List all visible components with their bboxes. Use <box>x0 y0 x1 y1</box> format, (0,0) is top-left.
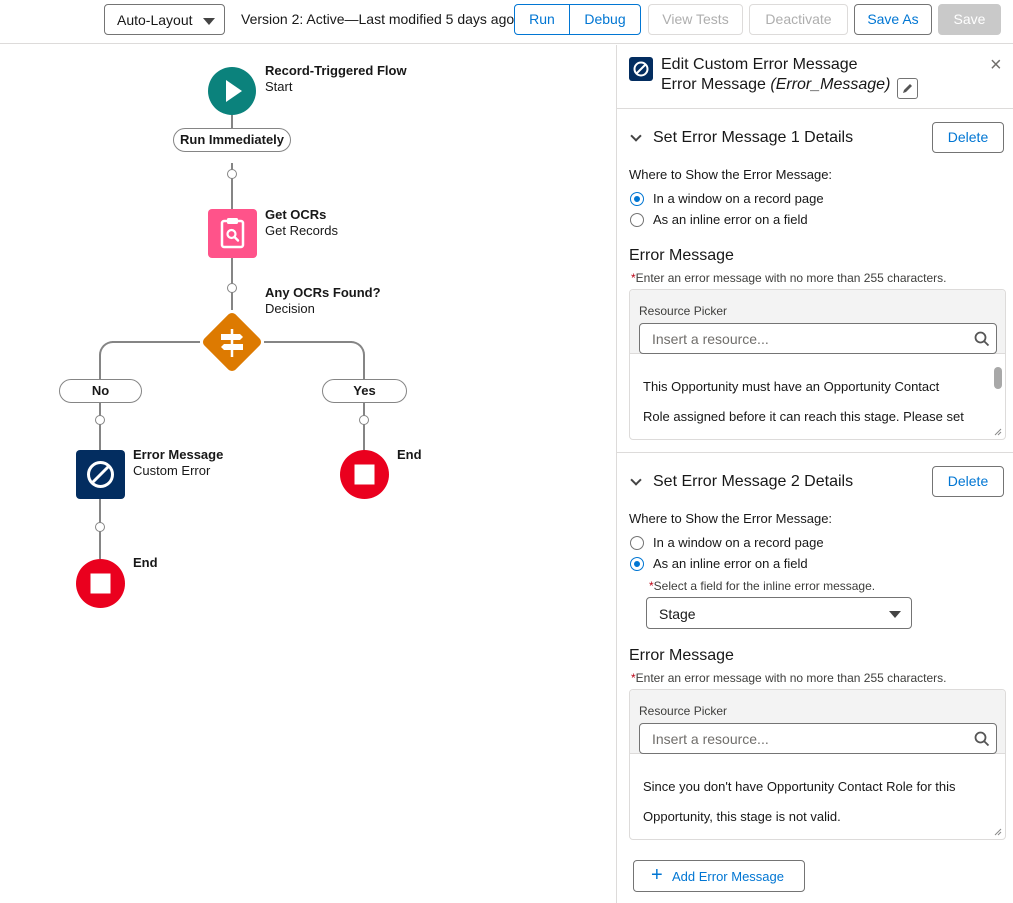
connector <box>264 341 352 343</box>
message-line: Since you don't have Opportunity Contact Role for this <box>643 779 956 794</box>
flow-canvas[interactable] <box>0 45 616 903</box>
required-asterisk: * <box>649 579 654 593</box>
error-message-help <box>631 671 947 685</box>
resource-picker-label: Resource Picker <box>639 704 728 718</box>
radio-window-label[interactable]: In a window on a record page <box>653 191 824 206</box>
error-message-help <box>631 271 947 285</box>
get-records-node-title: Get OCRs <box>265 207 327 222</box>
chevron-down-icon <box>889 611 901 618</box>
version-status: Version 2: Active—Last modified 5 days ago <box>241 11 515 27</box>
ban-icon <box>629 57 653 81</box>
error-message-editor[interactable] <box>629 289 1006 440</box>
connector <box>99 403 101 451</box>
get-records-node-subtitle: Get Records <box>265 223 338 238</box>
layout-select[interactable] <box>104 4 225 35</box>
scrollbar-thumb[interactable] <box>994 367 1002 389</box>
layout-select-value: Auto-Layout <box>117 12 193 28</box>
debug-button[interactable]: Debug <box>569 4 641 35</box>
start-node-title: Record-Triggered Flow <box>265 63 407 78</box>
field-select-value: Stage <box>659 606 696 622</box>
add-element-dot[interactable] <box>227 283 237 293</box>
error-help-text: Enter an error message with no more than 255 characters. <box>635 271 947 285</box>
decision-node-icon[interactable] <box>197 307 267 377</box>
view-tests-button[interactable]: View Tests <box>648 4 743 35</box>
add-error-message-label: Add Error Message <box>672 869 784 884</box>
field-select-label-text: Select a field for the inline error message. <box>653 579 876 593</box>
message-line: This Opportunity must have an Opportunity Contact <box>643 379 940 394</box>
required-asterisk: * <box>631 271 636 285</box>
where-label: Where to Show the Error Message: <box>629 167 833 182</box>
save-button[interactable]: Save <box>938 4 1001 35</box>
delete-section1-button[interactable]: Delete <box>932 122 1004 153</box>
divider <box>617 108 1013 109</box>
radio-inline-label[interactable]: As an inline error on a field <box>653 556 808 571</box>
delete-section2-button[interactable]: Delete <box>932 466 1004 497</box>
resize-handle-icon[interactable] <box>994 428 1002 436</box>
start-node-icon[interactable] <box>208 67 256 115</box>
stop-icon <box>340 450 389 499</box>
add-error-message-button[interactable] <box>633 860 805 892</box>
message-line: Opportunity, this stage is not valid. <box>643 809 841 824</box>
field-select[interactable] <box>646 597 912 629</box>
run-button[interactable]: Run <box>514 4 570 35</box>
decision-node-subtitle: Decision <box>265 301 315 316</box>
panel-subtitle <box>661 76 890 94</box>
section1-title[interactable]: Set Error Message 1 Details <box>653 129 854 146</box>
connector <box>99 341 115 381</box>
ban-icon <box>76 450 125 499</box>
run-immediately-pill[interactable]: Run Immediately <box>173 128 291 152</box>
radio-inline-label[interactable]: As an inline error on a field <box>653 212 808 227</box>
required-asterisk: * <box>631 671 636 685</box>
add-element-dot[interactable] <box>359 415 369 425</box>
chevron-down-icon[interactable] <box>630 474 641 485</box>
resource-picker-placeholder: Insert a resource... <box>652 331 769 347</box>
radio-inline[interactable] <box>630 557 644 571</box>
radio-window[interactable] <box>630 536 644 550</box>
close-icon[interactable]: × <box>990 54 1002 76</box>
panel-subtitle-api-name: (Error_Message) <box>770 76 891 93</box>
section2-title[interactable]: Set Error Message 2 Details <box>653 473 854 490</box>
panel-title: Edit Custom Error Message <box>661 56 858 73</box>
divider <box>617 452 1013 453</box>
resource-picker-input[interactable] <box>639 723 997 754</box>
end-node-yes-icon[interactable] <box>340 450 389 499</box>
end-node-yes-title: End <box>397 447 422 462</box>
resource-picker-label: Resource Picker <box>639 304 728 318</box>
add-icon: + <box>651 864 663 886</box>
save-as-button[interactable]: Save As <box>854 4 932 35</box>
decision-node-title: Any OCRs Found? <box>265 285 381 300</box>
play-icon <box>208 67 256 115</box>
branch-no-pill[interactable]: No <box>59 379 142 403</box>
error-node-title: Error Message <box>133 447 224 462</box>
search-icon <box>974 731 990 747</box>
edit-label-button[interactable] <box>897 78 918 99</box>
pencil-icon <box>898 79 917 98</box>
resource-picker-placeholder: Insert a resource... <box>652 731 769 747</box>
add-element-dot[interactable] <box>95 522 105 532</box>
panel-subtitle-label: Error Message <box>661 76 771 93</box>
end-node-no-title: End <box>133 555 158 570</box>
get-records-node-icon[interactable] <box>208 209 257 258</box>
connector <box>112 341 200 343</box>
field-select-label <box>649 579 875 593</box>
toolbar <box>0 0 1013 44</box>
signpost-icon <box>197 307 267 377</box>
error-help-text: Enter an error message with no more than 255 characters. <box>635 671 947 685</box>
error-node-subtitle: Custom Error <box>133 463 211 478</box>
add-element-dot[interactable] <box>95 415 105 425</box>
error-message-editor[interactable] <box>629 689 1006 840</box>
properties-panel <box>616 45 1013 903</box>
error-message-heading: Error Message <box>629 647 734 664</box>
radio-window-label[interactable]: In a window on a record page <box>653 535 824 550</box>
add-element-dot[interactable] <box>227 169 237 179</box>
chevron-down-icon[interactable] <box>630 130 641 141</box>
clipboard-search-icon <box>208 209 257 258</box>
deactivate-button[interactable]: Deactivate <box>749 4 848 35</box>
search-icon <box>974 331 990 347</box>
error-message-node-icon[interactable] <box>76 450 125 499</box>
start-node-subtitle: Start <box>265 79 293 94</box>
error-message-heading: Error Message <box>629 247 734 264</box>
connector <box>349 341 365 381</box>
end-node-no-icon[interactable] <box>76 559 125 608</box>
chevron-down-icon <box>203 18 215 25</box>
where-label: Where to Show the Error Message: <box>629 511 833 526</box>
message-line: Role assigned before it can reach this stage. Please set <box>643 409 964 424</box>
radio-inline[interactable] <box>630 213 644 227</box>
resource-picker-input[interactable] <box>639 323 997 354</box>
radio-window[interactable] <box>630 192 644 206</box>
connector <box>363 403 365 451</box>
branch-yes-pill[interactable]: Yes <box>322 379 407 403</box>
stop-icon <box>76 559 125 608</box>
resize-handle-icon[interactable] <box>994 828 1002 836</box>
